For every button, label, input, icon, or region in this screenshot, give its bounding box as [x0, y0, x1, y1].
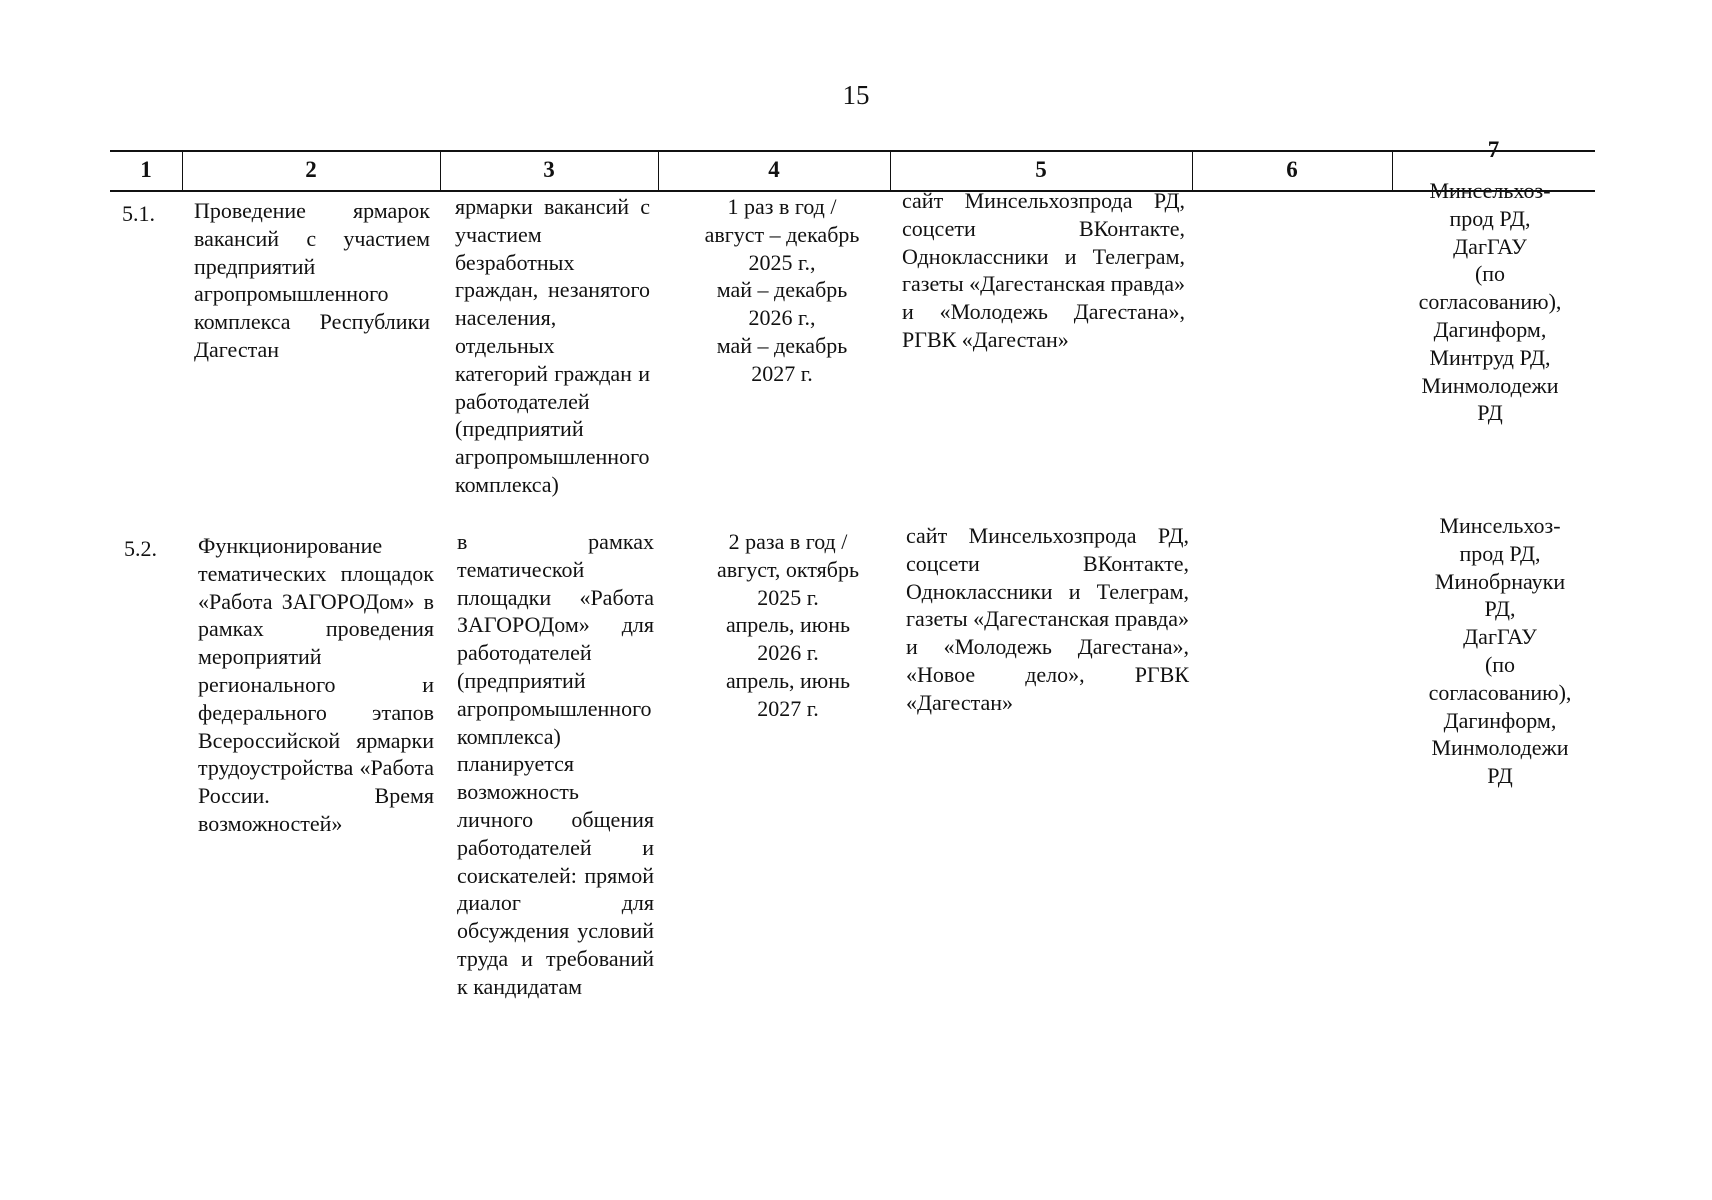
- timing-line: август – декабрь: [704, 221, 860, 247]
- timing-line: 2026 г.,: [748, 305, 816, 331]
- media-coverage: сайт Минсельхозпрода РД, соцсети ВКонтакте, Одноклассники и Телеграм, газеты «Дагестанская правда» и «Молодежь Дагестана», РГВК «Дагестан»: [902, 188, 1185, 352]
- responsible-line: Минмолодежи: [1421, 372, 1559, 398]
- responsible-line: РД: [1477, 400, 1503, 426]
- column-header-4: 4: [768, 157, 780, 182]
- responsible-line: ДагГАУ: [1463, 624, 1537, 650]
- responsible-line: согласованию),: [1428, 679, 1572, 705]
- responsible-line: Минмолодежи: [1431, 735, 1569, 761]
- responsible-line: согласованию),: [1418, 289, 1562, 315]
- media-coverage: сайт Минсельхозпрода РД, соцсети ВКонтакте, Одноклассники и Телеграм, газеты «Дагестанская правда» и «Молодежь Дагестана», «Новое дело», РГВК «Дагестан»: [906, 523, 1189, 715]
- timing-line: 1 раз в год /: [727, 194, 837, 219]
- timing-line: май – декабрь: [716, 277, 848, 303]
- column-header-7: 7: [1487, 137, 1500, 162]
- timing-line: 2025 г.,: [748, 249, 816, 275]
- responsible-line: РД: [1487, 763, 1513, 789]
- timing-line: апрель, июнь: [725, 612, 851, 638]
- row-number: 5.1.: [122, 201, 155, 226]
- responsible-line: (по: [1474, 261, 1506, 287]
- responsible-line: Минобрнауки: [1434, 568, 1566, 594]
- table-top-border: [110, 150, 1595, 152]
- responsible-line: Минсельхоз-: [1439, 513, 1561, 538]
- timing-line: 2026 г.: [757, 640, 819, 666]
- responsible-line: прод РД,: [1459, 540, 1541, 566]
- responsible-line: Дагинформ,: [1433, 316, 1547, 342]
- timing-line: 2 раза в год /: [728, 529, 848, 554]
- responsible-line: (по: [1484, 651, 1516, 677]
- responsible-line: Дагинформ,: [1443, 707, 1557, 733]
- event-format: ярмарки вакансий с участием безработных граждан, незанятого населения, отдельных категорий граждан и работодателей (предприятий агропромышленного комплекса): [455, 194, 650, 497]
- column-header-6: 6: [1286, 157, 1298, 182]
- event-timing: [674, 193, 890, 388]
- event-format: в рамках тематической площадки «Работа ЗАГОРОДом» для работодателей (предприятий агропромышленного комплекса) планируется возможность личного общения работодателей и соискателей: прямой диалог для обсуждения условий труда и требований к кандидатам: [457, 529, 654, 999]
- column-header-5: 5: [1035, 157, 1047, 182]
- timing-line: 2025 г.: [757, 584, 819, 610]
- responsible-line: ДагГАУ: [1453, 233, 1527, 259]
- responsible-line: РД,: [1484, 596, 1516, 622]
- page-number: 15: [842, 80, 870, 110]
- timing-line: 2027 г.: [757, 695, 819, 721]
- timing-line: 2027 г.: [751, 360, 813, 386]
- timing-line: май – декабрь: [716, 332, 848, 358]
- column-header-2: 2: [305, 157, 317, 182]
- responsible-parties: [1390, 177, 1590, 427]
- column-header-1: 1: [140, 157, 152, 182]
- responsible-line: прод РД,: [1449, 205, 1531, 231]
- event-name: Проведение ярмарок вакансий с участием предприятий агропромышленного комплекса Республики Дагестан: [194, 198, 430, 362]
- responsible-line: Минсельхоз-: [1429, 178, 1551, 203]
- responsible-parties: [1400, 512, 1600, 790]
- row-number: 5.2.: [124, 536, 157, 561]
- timing-line: апрель, июнь: [725, 667, 851, 693]
- responsible-line: Минтруд РД,: [1429, 344, 1551, 370]
- event-name: Функционирование тематических площадок «Работа ЗАГОРОДом» в рамках проведения мероприятий регионального и федерального этапов Всероссийской ярмарки трудоустройства «Работа России. Время возможностей»: [198, 533, 434, 836]
- header-bottom-border: [110, 190, 1595, 192]
- event-timing: [680, 528, 896, 723]
- timing-line: август, октябрь: [717, 556, 859, 582]
- column-header-3: 3: [543, 157, 555, 182]
